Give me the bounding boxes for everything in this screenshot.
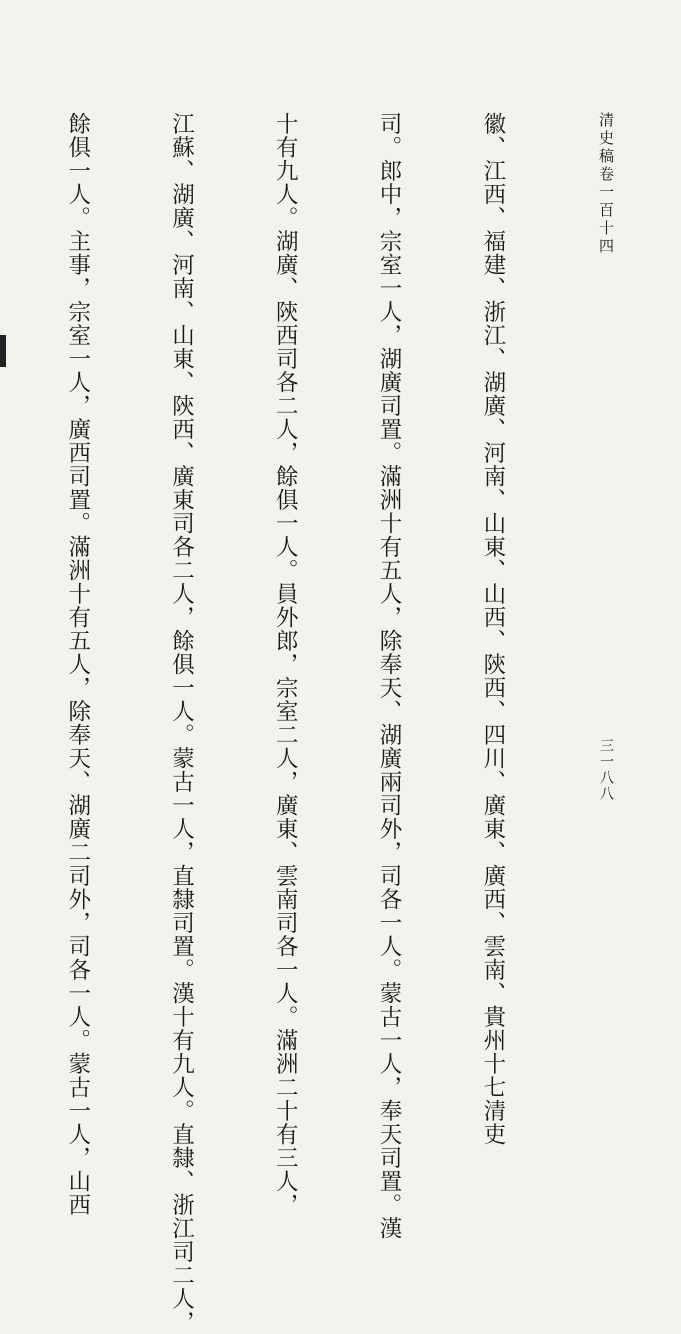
text-column: 十有九人。湖廣、陝西司各二人，餘俱一人。員外郎，宗室二人，廣東、雲南司各一人。滿洲二十有三人， <box>272 112 299 1217</box>
text-column: 餘俱一人。主事，宗室一人，廣西司置。滿洲十有五人，除奉天、湖廣二司外，司各一人。蒙古一人，山西 <box>64 112 91 1217</box>
page-number: 三一八八 <box>598 738 614 802</box>
text-column: 江蘇、湖廣、河南、山東、陝西、廣東司各二人，餘俱一人。蒙古一人，直隸司置。漢十有九人。直隸、浙江司二人， <box>168 112 195 1334</box>
text-column: 徽、江西、福建、浙江、湖廣、河南、山東、山西、陝西、四川、廣東、廣西、雲南、貴州十七清吏 <box>479 112 506 1146</box>
text-column: 司。郎中，宗室一人，湖廣司置。滿洲十有五人，除奉天、湖廣兩司外，司各一人。蒙古一人，奉天司置。漢 <box>376 112 403 1240</box>
main-text <box>64 112 579 1334</box>
running-title: 清史稿卷一百十四 <box>597 112 615 256</box>
